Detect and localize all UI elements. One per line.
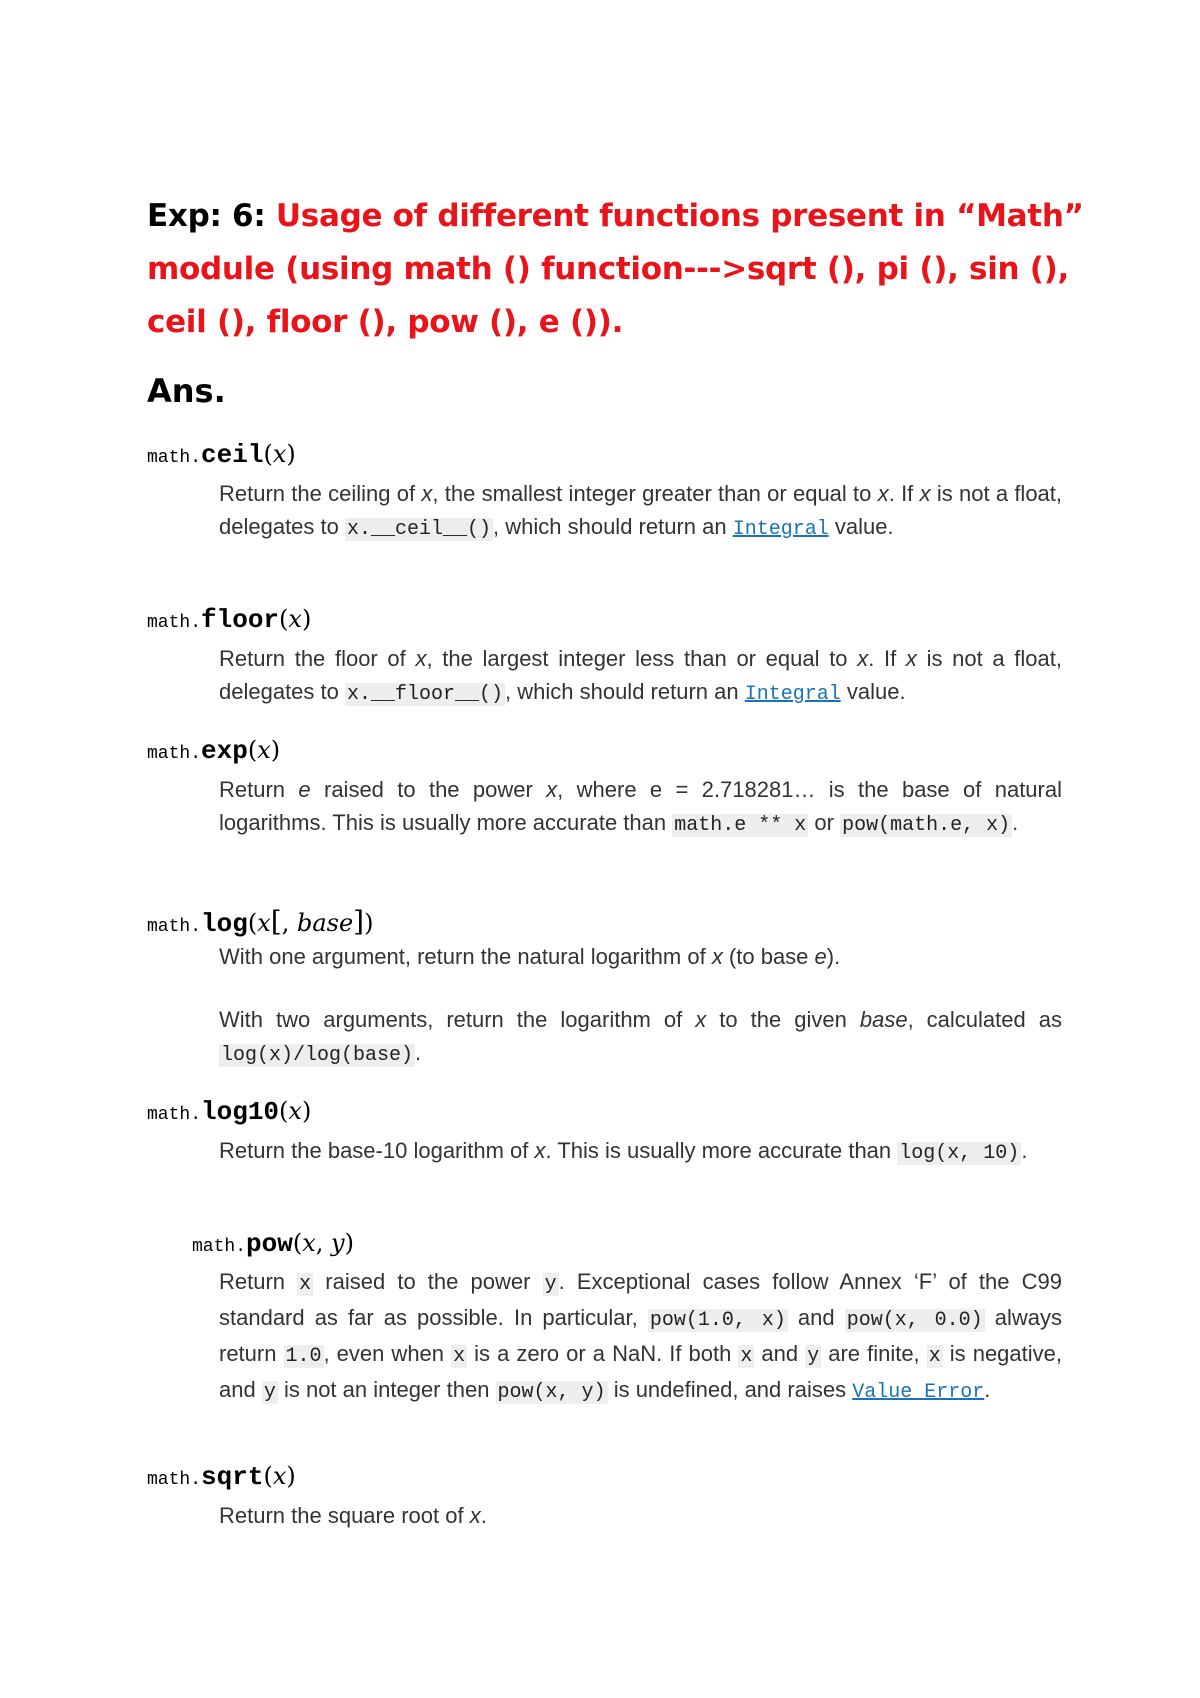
function-name: sqrt [201,1462,264,1492]
pow-description: Return x raised to the power y. Exceptional cases follow Annex ‘F’ of the C99 standard as far as possible. In particular, pow(1.0, x) and pow(x, 0.0) always return 1.0, even when x is a zero or a NaN. If both x and y are finite, x is negative, and y is not an integer then pow(x, y) is undefined, and raises Value Error. [219,1269,1062,1404]
sqrt-description: Return the square root of x. [219,1503,487,1528]
exp-description: Return e raised to the power x, where e = 2.718281… is the base of natural logarithms. This is usually more accurate than math.e ** x or pow(math.e, x). [219,777,1062,837]
log10-description: Return the base-10 logarithm of x. This is usually more accurate than log(x, 10). [219,1138,1028,1165]
experiment-number: Exp: 6: [147,198,276,234]
floor-description: Return the floor of x, the largest integer less than or equal to x. If x is not a float, delegates to x.__floor__(), which should return an Integral value. [219,646,1063,706]
inline-code: x.__floor__() [346,683,504,706]
function-name: ceil [201,440,264,470]
module-prefix: math. [147,613,202,633]
pow-signature: math.pow(x, y) [192,1229,354,1259]
log-description [219,940,1062,1072]
module-prefix: math. [147,744,202,764]
inline-code: log(x)/log(base) [221,1044,414,1067]
answer-label: Ans. [147,372,226,410]
module-prefix: math. [147,917,202,937]
ceil-signature: math.ceil(x) [147,440,296,470]
log-signature: math.log(x[, base]) [147,905,374,939]
function-name: log10 [201,1097,280,1127]
experiment-heading [147,190,1087,349]
inline-code: log(x, 10) [899,1142,1020,1165]
module-prefix: math. [147,1105,202,1125]
exp-signature: math.exp(x) [147,736,281,766]
log-two-arg-paragraph: With two arguments, return the logarithm of x to the given base, calculated as log(x)/log(base). [219,1007,1062,1067]
module-prefix: math. [147,448,202,468]
function-name: floor [201,605,280,635]
integral-link[interactable]: Integral [744,683,841,706]
module-prefix: math. [192,1237,247,1257]
log10-signature: math.log10(x) [147,1097,312,1127]
function-name: exp [201,736,248,766]
sqrt-signature: math.sqrt(x) [147,1462,296,1492]
ceil-description: Return the ceiling of x, the smallest integer greater than or equal to x. If x is not a float, delegates to x.__ceil__(), which should return an Integral value. [219,481,1063,541]
integral-link[interactable]: Integral [732,518,829,541]
inline-code: x.__ceil__() [346,518,492,541]
function-name: log [201,909,248,939]
log-one-arg-paragraph: With one argument, return the natural logarithm of x (to base e). [219,944,841,969]
module-prefix: math. [147,1470,202,1490]
inline-code: pow(math.e, x) [842,814,1011,837]
value-error-link[interactable]: Value Error [852,1381,985,1404]
experiment-title: Usage of different functions present in “Math” module (using math () function--->sqrt (), pi (), sin (), ceil (), floor (), pow (), e ()). [147,198,1084,340]
function-name: pow [246,1229,293,1259]
inline-code: math.e ** x [674,814,807,837]
floor-signature: math.floor(x) [147,605,312,635]
